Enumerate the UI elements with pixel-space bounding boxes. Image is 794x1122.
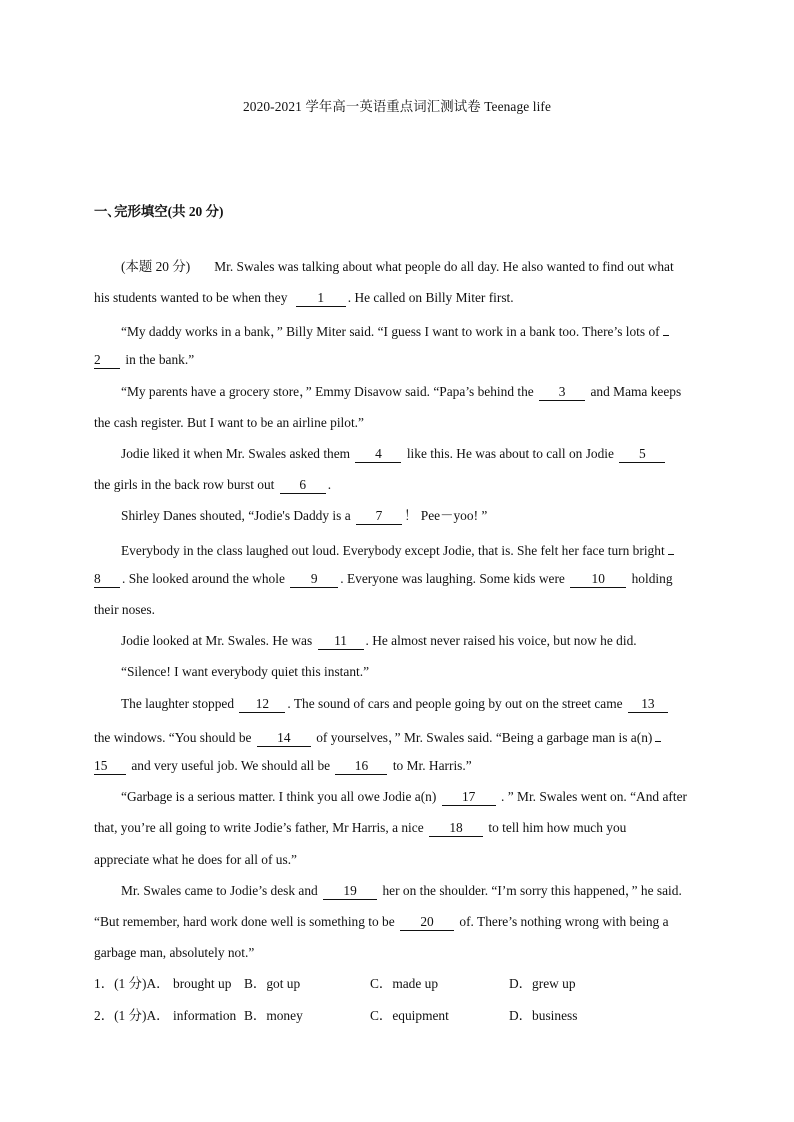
passage-line: his students wanted to be when they 1 . He called on Billy Miter first.: [94, 290, 514, 305]
blank-9[interactable]: 9: [290, 571, 338, 588]
option-d[interactable]: D．business: [509, 1008, 578, 1023]
option-a[interactable]: brought up: [173, 976, 232, 991]
passage-line: the girls in the back row burst out 6 .: [94, 477, 332, 492]
option-b[interactable]: B．got up: [244, 976, 301, 991]
passage-line: Everybody in the class laughed out loud. Everybody except Jodie, that is. She felt her face turn bright: [121, 538, 700, 558]
blank-15[interactable]: 15: [94, 758, 126, 775]
blank-1[interactable]: 1: [296, 290, 346, 307]
question-1-number: 1．(1 分)A．: [94, 976, 170, 991]
document-title: 2020-2021 学年高一英语重点词汇测试卷 Teenage life: [243, 99, 551, 114]
option-b[interactable]: B．money: [244, 1008, 303, 1023]
blank-20[interactable]: 20: [400, 914, 454, 931]
blank-8[interactable]: 8: [94, 571, 120, 588]
passage-line: their noses.: [94, 602, 155, 617]
score-note: (本题 20 分): [121, 259, 191, 274]
passage-line: Jodie looked at Mr. Swales. He was 11 . He almost never raised his voice, but now he did.: [121, 633, 637, 648]
passage-line: the windows. “You should be 14 of yourselves，” Mr. Swales said. “Being a garbage man is a(n): [94, 725, 700, 745]
blank-19[interactable]: 19: [323, 883, 377, 900]
blank-2[interactable]: 2: [94, 352, 120, 369]
blank-17[interactable]: 17: [442, 789, 496, 806]
passage-line: (本题 20 分) Mr. Swales was talking about what people do all day. He also wanted to find out what: [121, 259, 674, 274]
blank-7[interactable]: 7: [356, 508, 402, 525]
passage-line: garbage man, absolutely not.”: [94, 945, 255, 960]
blank-13[interactable]: 13: [628, 696, 668, 713]
passage-line: Jodie liked it when Mr. Swales asked them 4 like this. He was about to call on Jodie 5: [121, 444, 700, 464]
passage-line: Shirley Danes shouted, “Jodie's Daddy is a 7 ！ Pee－yoo! ”: [121, 508, 488, 523]
blank-10[interactable]: 10: [570, 571, 626, 588]
blank-15-start[interactable]: [655, 725, 661, 742]
question-1: [94, 974, 700, 994]
passage-line: “But remember, hard work done well is something to be 20 of. There’s nothing wrong with being a: [94, 914, 669, 929]
passage-line: “My parents have a grocery store，” Emmy Disavow said. “Papa’s behind the 3 and Mama keeps: [121, 384, 682, 399]
blank-14[interactable]: 14: [257, 730, 311, 747]
passage-line: appreciate what he does for all of us.”: [94, 852, 298, 867]
section-heading: 一､完形填空(共 20 分): [94, 204, 224, 219]
option-d[interactable]: D．grew up: [509, 976, 576, 991]
passage-line: Mr. Swales came to Jodie’s desk and 19 her on the shoulder. “I’m sorry this happened，” he said.: [121, 883, 682, 898]
passage-line: “My daddy works in a bank，” Billy Miter said. “I guess I want to work in a bank too. There’s lots of: [121, 319, 700, 339]
blank-11[interactable]: 11: [318, 633, 364, 650]
passage-line: “Garbage is a serious matter. I think you all owe Jodie a(n) 17 . ” Mr. Swales went on. “And after: [121, 789, 687, 804]
passage-line: “Silence! I want everybody quiet this instant.”: [121, 664, 370, 679]
option-a[interactable]: information: [173, 1008, 237, 1023]
passage-line: 2 in the bank.”: [94, 352, 195, 367]
passage-line: that, you’re all going to write Jodie’s father, Mr Harris, a nice 18 to tell him how much you: [94, 820, 627, 835]
blank-16[interactable]: 16: [335, 758, 387, 775]
question-2: [94, 1006, 700, 1026]
option-c[interactable]: C．made up: [370, 976, 439, 991]
blank-2-start[interactable]: [663, 319, 669, 336]
blank-18[interactable]: 18: [429, 820, 483, 837]
passage-line: The laughter stopped 12 . The sound of cars and people going by out on the street came 13: [121, 694, 700, 714]
option-c[interactable]: C．equipment: [370, 1008, 449, 1023]
passage-line: 15 and very useful job. We should all be 16 to Mr. Harris.”: [94, 758, 472, 773]
passage-line: the cash register. But I want to be an airline pilot.”: [94, 415, 364, 430]
question-2-number: 2．(1 分)A．: [94, 1008, 170, 1023]
blank-8-start[interactable]: [668, 538, 674, 555]
blank-4[interactable]: 4: [355, 446, 401, 463]
blank-3[interactable]: 3: [539, 384, 585, 401]
passage-line: 8 . She looked around the whole 9 . Everyone was laughing. Some kids were 10 holding: [94, 571, 673, 586]
blank-12[interactable]: 12: [239, 696, 285, 713]
blank-5[interactable]: 5: [619, 446, 665, 463]
blank-6[interactable]: 6: [280, 477, 326, 494]
